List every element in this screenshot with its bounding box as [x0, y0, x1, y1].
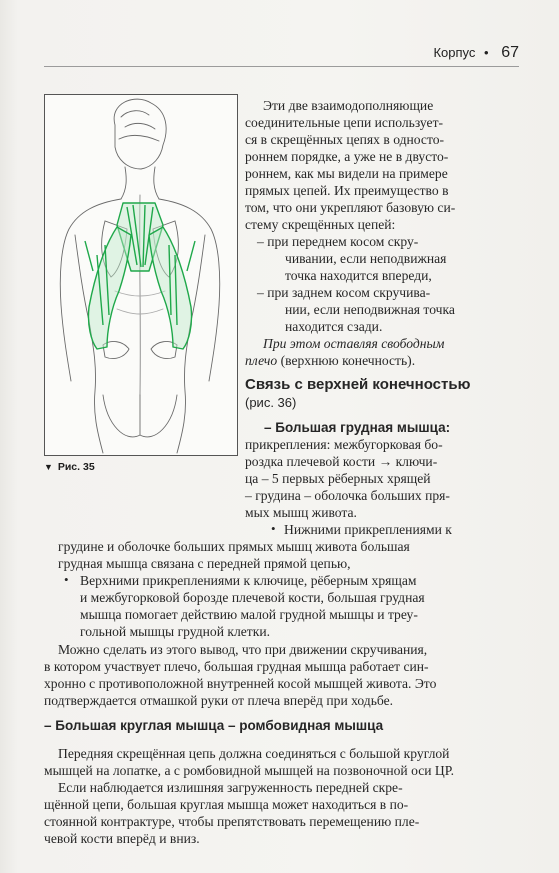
text-line: грудине и оболочке больших прямых мышц живота большая [58, 539, 410, 554]
bullet-icon: • [64, 572, 69, 587]
text-line: подтверждается отмашкой руки от плеча вперёд при ходьбе. [44, 693, 394, 708]
paragraph-1 [245, 97, 517, 233]
figure-caption [44, 461, 95, 473]
conclusion-paragraph [44, 641, 519, 709]
text-line: роннем порядке, а уже не в двусто- [245, 149, 449, 164]
text-line: Если наблюдается излишняя загруженность передней скре- [58, 780, 403, 795]
text-line: Эти две взаимодополняющие [263, 98, 434, 113]
dash-item-line: чивании, если неподвижная [285, 251, 447, 266]
text-line: При этом оставляя свободным [263, 336, 445, 351]
section-title: Корпус [433, 45, 476, 60]
figure-back-anatomy [44, 94, 238, 456]
bullet-item-2 [44, 572, 519, 640]
text-line: чевой кости вперёд и вниз. [44, 831, 200, 846]
section-heading: Связь с верхней конечностью [245, 376, 471, 393]
final-paragraph [44, 745, 519, 847]
text-line: (верхнюю конечность). [277, 353, 416, 368]
bullet-icon: • [271, 521, 276, 536]
dash-item-line: – при заднем косом скручива- [257, 285, 431, 300]
text-line: щённой цепи, большая круглая мышца может находиться в по- [44, 797, 409, 812]
dash-item-line: находится сзади. [285, 319, 383, 334]
text-line: гольной мышцы грудной клетки. [80, 624, 271, 639]
dash-list [257, 233, 529, 335]
section-figure-ref: (рис. 36) [245, 395, 297, 410]
page-number: 67 [501, 44, 519, 61]
text-line: роздка плечевой кости → ключи- [245, 454, 438, 469]
text-line: роннем, как мы видели на примере [245, 166, 448, 181]
header-rule [44, 66, 519, 67]
bullet-item-1 [44, 521, 519, 572]
text-line: мышца помогает действию малой грудной мышцы и треу- [80, 607, 418, 622]
text-line: хронно с противоположной внутренней косой мышцей живота. Это [44, 676, 437, 691]
text-line: том, что они укрепляют базовую си- [245, 200, 456, 215]
italic-word: плечо [245, 353, 278, 368]
text-line: – грудина – оболочка больших пря- [245, 488, 450, 503]
subheading: – Большая круглая мышца – ромбовидная мышца [44, 718, 384, 733]
text-line: ца – 5 первых рёберных хрящей [245, 471, 431, 486]
text-line: стему скрещённых цепей: [245, 217, 396, 232]
text-line: в котором участвует плечо, большая грудная мышца работает син- [44, 659, 429, 674]
text-line: и межбугорковой борозде плечевой кости, большая грудная [80, 590, 425, 605]
text-line: Можно сделать из этого вывод, что при движении скручивания, [58, 642, 428, 657]
text-line: прямых цепей. Их преимущество в [245, 183, 449, 198]
text-line: грудная мышца связана с передней прямой цепью, [58, 556, 351, 571]
text-line: мышцей на лопатке, а с ромбовидной мышцей на позвоночной оси ЦР. [44, 763, 455, 778]
text-line: ся в скрещённых цепях в односто- [245, 132, 445, 147]
dash-item-line: нии, если неподвижная точка [285, 302, 455, 317]
text-line: Верхними прикреплениями к ключице, рёберным хрящам [80, 573, 417, 588]
caption-text: Рис. 35 [57, 461, 95, 473]
text-line: стоянной контрактуре, чтобы препятствовать перемещению пле- [44, 814, 420, 829]
dash-item-line: – при переднем косом скру- [257, 234, 419, 249]
text-line: мых мышц живота. [245, 505, 357, 520]
back-illustration [45, 95, 237, 455]
italic-note [245, 335, 517, 369]
muscle-title: – Большая грудная мышца: [264, 420, 451, 435]
header-separator: • [484, 45, 489, 60]
running-header [433, 44, 519, 62]
caption-marker-icon: ▼ [44, 462, 53, 472]
text-line: Нижними прикреплениями к [284, 522, 452, 537]
muscle-attachments [245, 436, 517, 521]
text-line: прикрепления: межбугорковая бо- [245, 437, 443, 452]
text-line: соединительные цепи использует- [245, 115, 444, 130]
dash-item-line: точка находится впереди, [285, 268, 432, 283]
text-line: Передняя скрещённая цепь должна соединяться с большой круглой [58, 746, 450, 761]
